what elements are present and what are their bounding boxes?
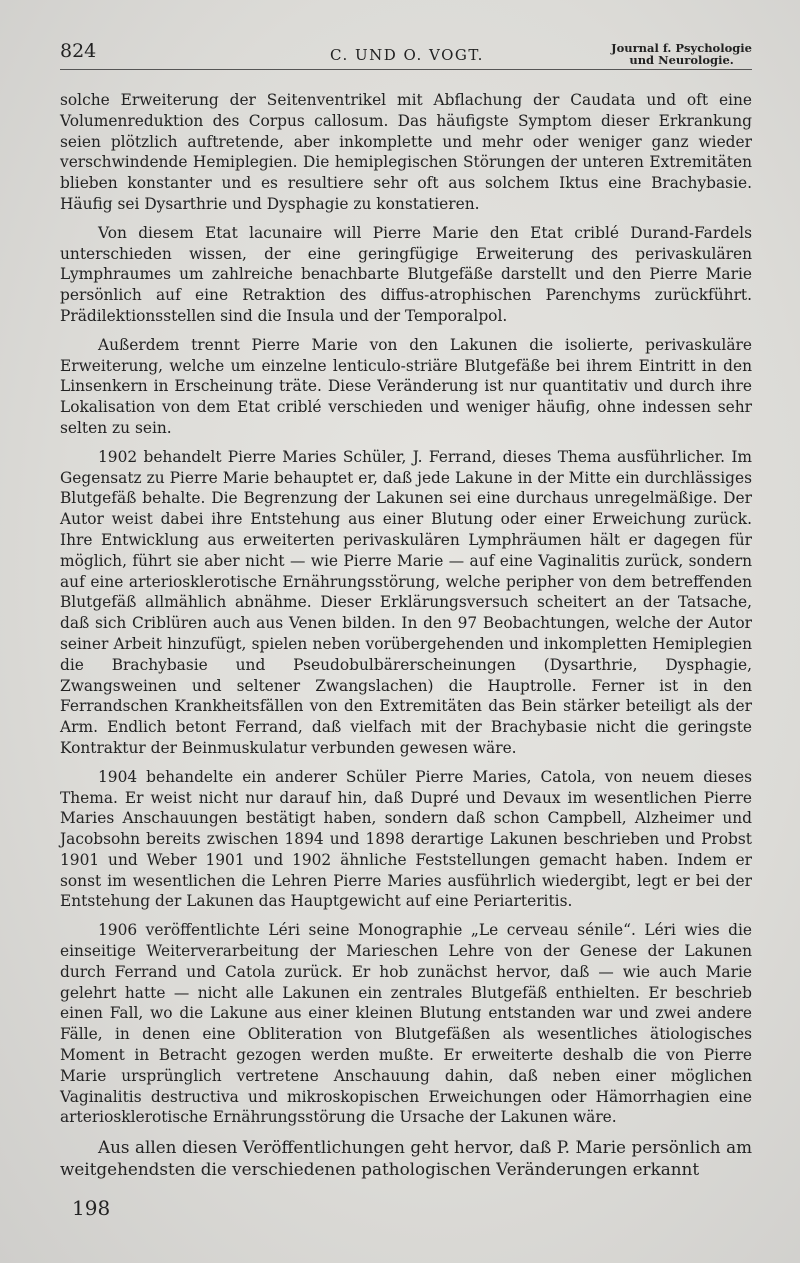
- journal-title-line-1: Journal f. Psychologie: [611, 41, 752, 55]
- paragraph-1904-catola: 1904 behandelte ein anderer Schüler Pierre Maries, Catola, von neuem dieses Thema. Er weist nicht nur darauf hin, daß Dupré und Devaux im wesentlichen Pierre Maries Anschauungen bestätigt haben, sondern daß schon Campbell, Alzheimer und Jacobsohn bereits zwischen 1894 und 1898 derartige Lakunen beschrieben und Probst 1901 und Weber 1901 und 1902 ähnliche Feststellungen gemacht haben. Indem er sonst im wesentlichen die Lehren Pierre Maries ausführlich wiedergibt, legt er bei der Entstehung der Lakunen das Hauptgewicht auf eine Periarteritis.: [60, 767, 752, 911]
- paragraph-conclusion: Aus allen diesen Veröffentlichungen geht hervor, daß P. Marie persönlich am weitgehendsten die verschiedenen pathologischen Veränderungen erkannt: [60, 1137, 752, 1180]
- paragraph-etat-crible: Von diesem Etat lacunaire will Pierre Marie den Etat criblé Durand-Fardels unterschieden wissen, der eine geringfügige Erweiterung des perivaskulären Lymphraumes um zahlreiche benachbarte Blutgefäße darstellt und den Pierre Marie persönlich auf eine Retraktion des diffus-atrophischen Parenchyms zurückführt. Prädilektionsstellen sind die Insula und der Temporalpol.: [60, 223, 752, 325]
- header-rule: [60, 69, 752, 70]
- paragraph-continuation: solche Erweiterung der Seitenventrikel mit Abflachung der Caudata und oft eine Volumenreduktion des Corpus callosum. Das häufigste Symptom dieser Erkrankung seien plötzlich auftretende, aber inkomplette und mehr oder weniger ganz wieder verschwindende Hemiplegien. Die hemiplegischen Störungen der unteren Extremitäten blieben konstanter und es resultiere sehr oft aus solchem Iktus eine Brachybasie. Häufig sei Dysarthrie und Dysphagie zu konstatieren.: [60, 91, 752, 213]
- body-text: [60, 90, 752, 1188]
- signature-mark: 198: [72, 1196, 111, 1220]
- journal-title: [611, 42, 752, 66]
- running-title: C. UND O. VOGT.: [330, 46, 484, 64]
- paragraph-1902-ferrand: 1902 behandelt Pierre Maries Schüler, J. Ferrand, dieses Thema ausführlicher. Im Gegensatz zu Pierre Marie behauptet er, daß jede Lakune in der Mitte ein durchlässiges Blutgefäß behalte. Die Begrenzung der Lakunen sei eine durchaus unregelmäßige. Der Autor weist dabei ihre Entstehung aus einer Blutung oder einer Erweichung zurück. Ihre Entwicklung aus erweiterten perivaskulären Lymphräumen hält er dagegen für möglich, führt sie aber nicht — wie Pierre Marie — auf eine Vaginalitis zurück, sondern auf eine arteriosklerotische Ernährungsstörung, welche peripher von dem betreffenden Blutgefäß allmählich abnähme. Dieser Erklärungsversuch scheitert an der Tatsache, daß sich Criblüren auch aus Venen bilden. In den 97 Beobachtungen, welche der Autor seiner Arbeit hinzufügt, spielen neben vorübergehenden und inkompletten Hemiplegien die Brachybasie und Pseudobulbärerscheinungen (Dysarthrie, Dysphagie, Zwangsweinen und seltener Zwangslachen) die Hauptrolle. Ferner ist in den Ferrandschen Krankheitsfällen von den Extremitäten das Bein stärker beteiligt als der Arm. Endlich betont Ferrand, daß vielfach mit der Brachybasie nicht die geringste Kontraktur der Beinmuskulatur verbunden gewesen wäre.: [60, 447, 752, 757]
- paragraph-1906-leri: 1906 veröffentlichte Léri seine Monographie „Le cerveau sénile“. Léri wies die einseitige Weiterverarbeitung der Marieschen Lehre von der Genese der Lakunen durch Ferrand und Catola zurück. Er hob zunächst hervor, daß — wie auch Marie gelehrt hatte — nicht alle Lakunen ein zentrales Blutgefäß enthielten. Er beschrieb einen Fall, wo die Lakune aus einer kleinen Blutung entstanden war und zwei andere Fälle, in denen eine Obliteration von Blutgefäßen als wesentliches ätiologisches Moment in Betracht gezogen werden mußte. Er erweiterte deshalb die von Pierre Marie ursprünglich vertretene Anschauung dahin, daß neben einer möglichen Vaginalitis destructiva und mikroskopischen Erweichungen oder Hämorrhagien eine arteriosklerotische Ernährungsstörung die Ursache der Lakunen wäre.: [60, 921, 752, 1127]
- page-number: 824: [60, 40, 97, 62]
- page-header: [60, 38, 752, 72]
- paragraph-perivascular: Außerdem trennt Pierre Marie von den Lakunen die isolierte, perivaskuläre Erweiterung, welche um einzelne lenticulo-striäre Blutgefäße bei ihrem Eintritt in den Linsenkern in Erscheinung träte. Diese Veränderung ist nur quantitativ und durch ihre Lokalisation von dem Etat criblé verschieden und weniger häufig, ohne indessen sehr selten zu sein.: [60, 335, 752, 437]
- journal-title-line-2: und Neurologie.: [629, 53, 734, 67]
